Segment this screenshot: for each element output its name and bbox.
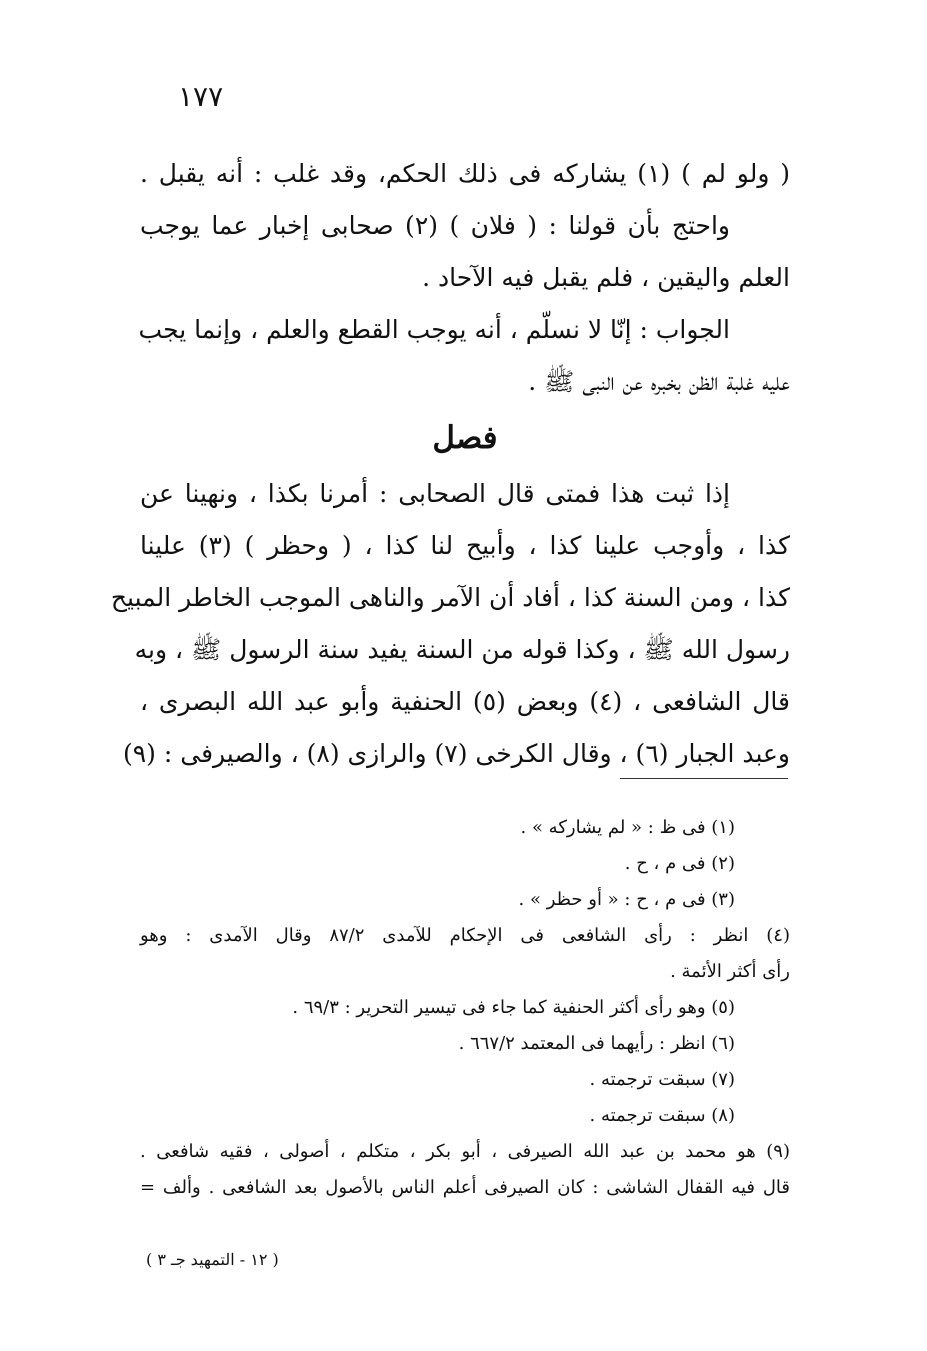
footnote-continuation: قال فيه القفال الشاشى : كان الصيرفى أعلم الناس بالأصول بعد الشافعى . وألف = (140, 1177, 790, 1198)
footnote: (٩) هو محمد بن عبد الله الصيرفى ، أبو بكر ، متكلم ، أصولى ، فقيه شافعى . (140, 1141, 790, 1162)
text-line: ( ولو لم ) (١) يشاركه فى ذلك الحكم، وقد غلب : أنه يقبل . (140, 159, 790, 188)
footnote-continuation: رأى أكثر الأئمة . (670, 961, 790, 982)
text-line: قال الشافعى ، (٤) وبعض (٥) الحنفية وأبو عبد الله البصرى ، (140, 687, 790, 716)
text-line: وعبد الجبار (٦) ، وقال الكرخى (٧) والرازى (٨) ، والصيرفى : (٩) (122, 739, 790, 768)
signature-mark: ( ١٢ - التمهيد جـ ٣ ) (146, 1250, 279, 1269)
main-text (110, 148, 790, 780)
footnote: (٧) سبقت ترجمته . (589, 1069, 735, 1090)
footnote: (٤) انظر : رأى الشافعى فى الإحكام للآمدى ٨٧/٢ وقال الآمدى : وهو (140, 925, 790, 946)
text-line: إذا ثبت هذا فمتى قال الصحابى : أمرنا بكذا ، ونهينا عن (140, 479, 730, 508)
footnote: (٣) فى م ، ح : « أو حظر » . (518, 889, 735, 910)
text-line: الجواب : إنّا لا نسلّم ، أنه يوجب القطع والعلم ، وإنما يجب (138, 315, 730, 344)
footnote: (٦) انظر : رأيهما فى المعتمد ٦٦٧/٢ . (458, 1033, 735, 1054)
footnote-separator (620, 778, 788, 779)
footnotes (140, 810, 790, 1206)
footnote: (٨) سبقت ترجمته . (589, 1105, 735, 1126)
page-number: ١٧٧ (178, 80, 224, 113)
text-line: كذا ، وأوجب علينا كذا ، وأبيح لنا كذا ، ( وحظر ) (٣) علينا (140, 531, 790, 560)
text-line: واحتج بأن قولنا : ( فلان ) (٢) صحابى إخبار عما يوجب (140, 211, 730, 240)
text-line: عليه غلبة الظن بخبره عن النبى ﷺ . (528, 367, 790, 396)
footnote: (٢) فى م ، ح . (624, 853, 735, 874)
text-line: رسول الله ﷺ ، وكذا قوله من السنة يفيد سنة الرسول ﷺ ، وبه (134, 635, 790, 664)
section-heading: فصل (432, 420, 498, 456)
text-line: كذا ، ومن السنة كذا ، أفاد أن الآمر والناهى الموجب الخاطر المبيح (110, 583, 790, 612)
text-line: العلم واليقين ، فلم يقبل فيه الآحاد . (422, 263, 790, 292)
footnote: (٥) وهو رأى أكثر الحنفية كما جاء فى تيسير التحرير : ٦٩/٣ . (292, 997, 735, 1018)
footnote: (١) فى ظ : « لم يشاركه » . (520, 817, 735, 838)
